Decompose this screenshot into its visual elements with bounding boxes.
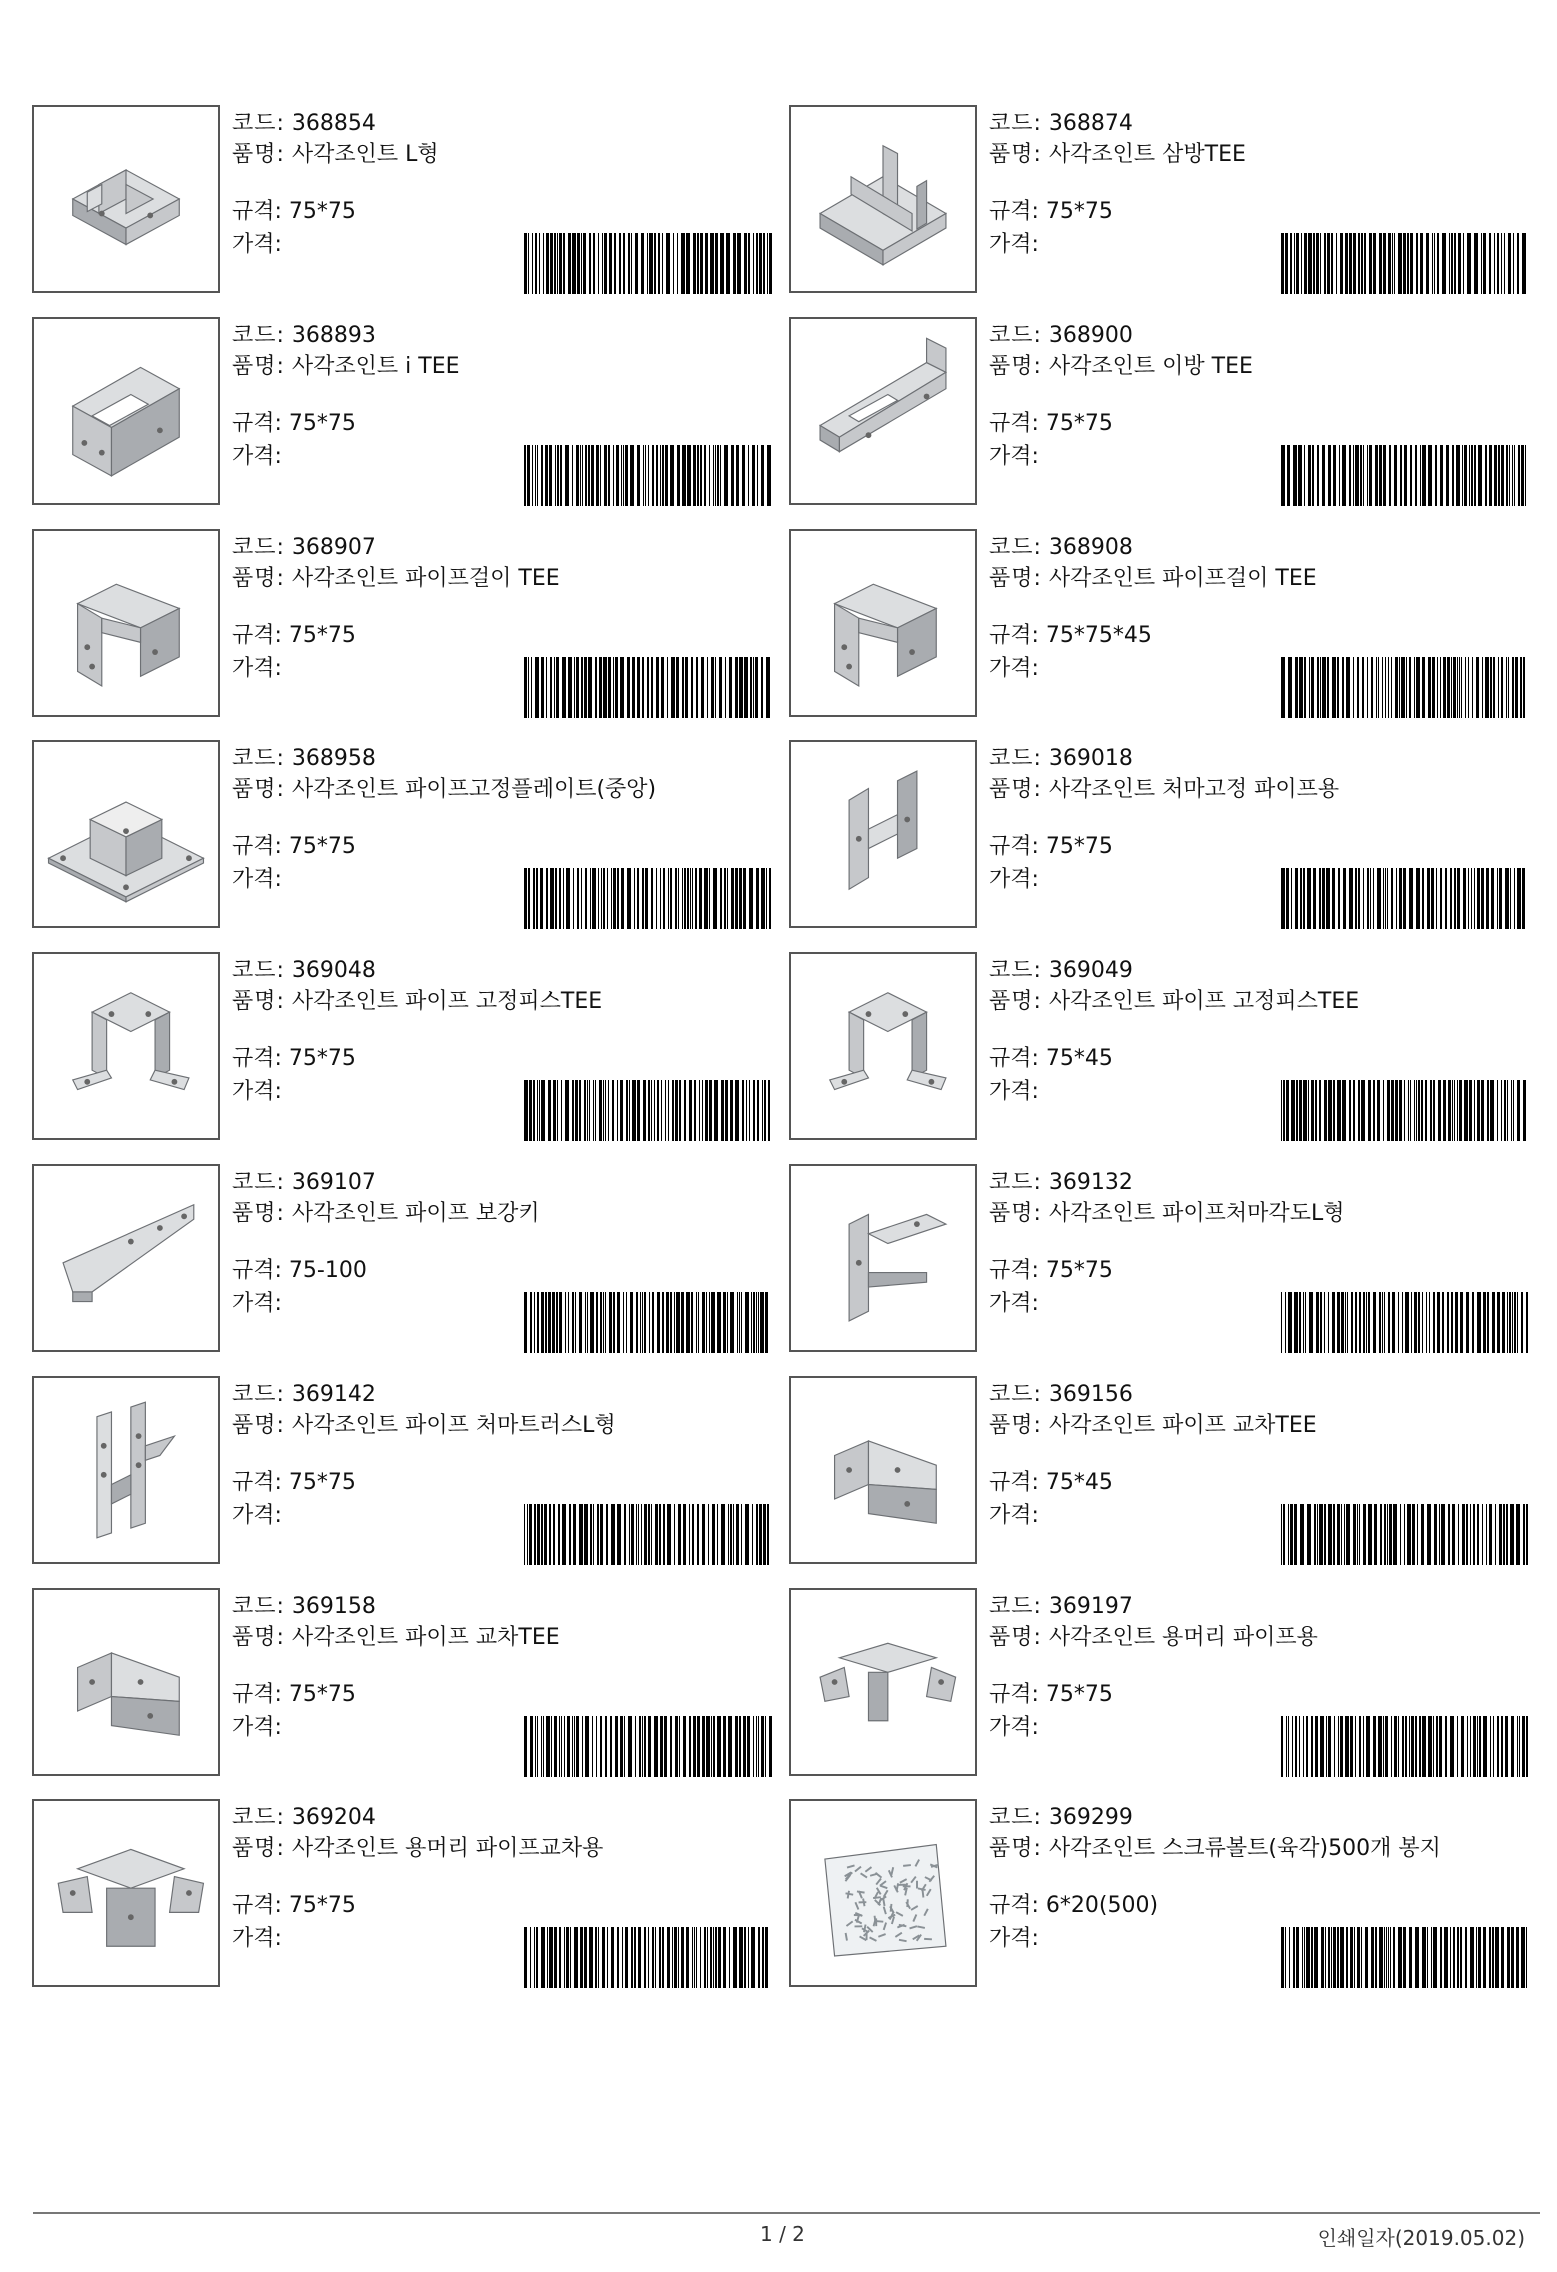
barcode	[524, 868, 774, 929]
barcode	[1281, 1504, 1531, 1565]
product-name: 사각조인트 이방 TEE	[1048, 353, 1253, 379]
product-spec: 75*75	[1045, 410, 1113, 436]
cross-tee-icon	[791, 1378, 975, 1562]
i-tee-icon	[34, 319, 218, 503]
product-spec: 6*20(500)	[1045, 1893, 1159, 1919]
product-image	[789, 1376, 977, 1564]
product-code: 369204	[291, 1805, 376, 1831]
product-image	[32, 1799, 220, 1987]
product-spec: 75-100	[288, 1257, 367, 1283]
product-code: 368893	[291, 322, 376, 348]
eave-angle-icon	[791, 1166, 975, 1350]
product-name: 사각조인트 처마고정 파이프용	[1048, 777, 1340, 803]
product-name: 사각조인트 파이프 고정피스TEE	[1048, 989, 1360, 1015]
product-card-14: 코드: 369156 품명: 사각조인트 파이프 교차TEE 규격: 75*45 가격:	[787, 1374, 1540, 1586]
product-card-18: 코드: 369299 품명: 사각조인트 스크류볼트(육각)500개 봉지 규격: 6*20(500) 가격:	[787, 1797, 1540, 2009]
product-image	[32, 1376, 220, 1564]
product-card-10: 코드: 369049 품명: 사각조인트 파이프 고정피스TEE 규격: 75*45 가격:	[787, 950, 1540, 1162]
product-code: 368874	[1048, 111, 1133, 136]
product-card-1: 코드: 368854 품명: 사각조인트 L형 규격: 75*75 가격:	[30, 103, 787, 315]
product-name: 사각조인트 L형	[291, 142, 439, 167]
product-card-6: 코드: 368908 품명: 사각조인트 파이프걸이 TEE 규격: 75*75*45 가격:	[787, 527, 1540, 739]
product-code: 368958	[291, 746, 376, 772]
reinforcement-key-icon	[34, 1166, 218, 1350]
print-date: 인쇄일자(2019.05.02)	[1317, 2226, 1525, 2250]
product-image	[789, 1164, 977, 1352]
two-way-tee-icon	[791, 319, 975, 503]
product-spec: 75*75	[288, 1893, 356, 1919]
product-name: 사각조인트 스크류볼트(육각)500개 봉지	[1048, 1836, 1441, 1862]
ridge-bracket-icon	[791, 1590, 975, 1774]
product-card-16: 코드: 369197 품명: 사각조인트 용머리 파이프용 규격: 75*75 가격:	[787, 1586, 1540, 1798]
eave-truss-icon	[34, 1378, 218, 1562]
product-card-11: 코드: 369107 품명: 사각조인트 파이프 보강키 규격: 75-100 가격:	[30, 1162, 787, 1374]
product-image	[789, 1799, 977, 1987]
screw-bag-icon	[791, 1801, 975, 1985]
product-card-7: 코드: 368958 품명: 사각조인트 파이프고정플레이트(중앙) 규격: 75*75 가격:	[30, 738, 787, 950]
product-spec: 75*75	[1045, 1257, 1113, 1283]
product-code: 369156	[1048, 1381, 1133, 1407]
barcode	[524, 1080, 774, 1141]
product-image	[789, 317, 977, 505]
barcode	[1281, 868, 1531, 929]
product-code: 369197	[1048, 1593, 1133, 1619]
product-name: 사각조인트 파이프 보강키	[291, 1200, 540, 1226]
l-joint-icon	[34, 107, 218, 291]
product-code: 369158	[291, 1593, 376, 1619]
eave-fixing-icon	[791, 742, 975, 926]
barcode	[1281, 1080, 1531, 1141]
product-spec: 75*75	[288, 1046, 356, 1072]
product-card-12: 코드: 369132 품명: 사각조인트 파이프처마각도L형 규격: 75*75 가격:	[787, 1162, 1540, 1374]
product-card-13: 코드: 369142 품명: 사각조인트 파이프 처마트러스L형 규격: 75*75 가격:	[30, 1374, 787, 1586]
product-spec: 75*75	[288, 199, 356, 224]
barcode	[524, 233, 774, 294]
product-image	[32, 740, 220, 928]
product-image	[32, 529, 220, 717]
cross-tee-icon	[34, 1590, 218, 1774]
barcode	[1281, 445, 1531, 506]
barcode	[1281, 1716, 1531, 1777]
barcode	[1281, 1292, 1531, 1353]
barcode	[1281, 233, 1531, 294]
product-image	[32, 1588, 220, 1776]
product-spec: 75*75	[288, 1469, 356, 1495]
product-card-2: 코드: 368874 품명: 사각조인트 삼방TEE 규격: 75*75 가격:	[787, 103, 1540, 315]
three-way-tee-icon	[791, 107, 975, 291]
product-name: 사각조인트 용머리 파이프용	[1048, 1624, 1318, 1650]
product-code: 368908	[1048, 534, 1133, 560]
barcode	[524, 1927, 774, 1988]
ridge-cross-icon	[34, 1801, 218, 1985]
product-spec: 75*75	[288, 834, 356, 860]
pipe-hanger-tee-icon	[791, 531, 975, 715]
product-spec: 75*75	[288, 410, 356, 436]
product-code: 368907	[291, 534, 376, 560]
product-code: 369132	[1048, 1169, 1133, 1195]
product-name: 사각조인트 용머리 파이프교차용	[291, 1836, 604, 1862]
product-code: 369048	[291, 958, 376, 984]
product-spec: 75*75	[1045, 834, 1113, 860]
product-image	[789, 529, 977, 717]
product-image	[789, 740, 977, 928]
product-name: 사각조인트 파이프처마각도L형	[1048, 1200, 1345, 1226]
u-bracket-icon	[791, 954, 975, 1138]
u-bracket-icon	[34, 954, 218, 1138]
product-catalog	[30, 103, 1540, 2009]
product-card-8: 코드: 369018 품명: 사각조인트 처마고정 파이프용 규격: 75*75 가격:	[787, 738, 1540, 950]
product-code: 368900	[1048, 322, 1133, 348]
product-name: 사각조인트 파이프 교차TEE	[1048, 1412, 1317, 1438]
product-image	[32, 952, 220, 1140]
product-spec: 75*75	[1045, 199, 1113, 224]
product-code: 369018	[1048, 746, 1133, 772]
product-code: 369049	[1048, 958, 1133, 984]
product-card-5: 코드: 368907 품명: 사각조인트 파이프걸이 TEE 규격: 75*75 가격:	[30, 527, 787, 739]
product-code: 369142	[291, 1381, 376, 1407]
product-name: 사각조인트 i TEE	[291, 353, 460, 379]
product-name: 사각조인트 파이프 고정피스TEE	[291, 989, 603, 1015]
footer-divider	[33, 2212, 1540, 2214]
product-image	[32, 105, 220, 293]
product-card-3: 코드: 368893 품명: 사각조인트 i TEE 규격: 75*75 가격:	[30, 315, 787, 527]
product-spec: 75*45	[1045, 1469, 1113, 1495]
product-name: 사각조인트 파이프 교차TEE	[291, 1624, 560, 1650]
product-name: 사각조인트 파이프걸이 TEE	[291, 565, 560, 591]
product-code: 369299	[1048, 1805, 1133, 1831]
product-image	[789, 105, 977, 293]
barcode	[524, 1292, 774, 1353]
product-code: 368854	[291, 111, 376, 136]
product-card-17: 코드: 369204 품명: 사각조인트 용머리 파이프교차용 규격: 75*75 가격:	[30, 1797, 787, 2009]
product-image	[32, 317, 220, 505]
product-name: 사각조인트 파이프걸이 TEE	[1048, 565, 1317, 591]
product-image	[789, 952, 977, 1140]
product-name: 사각조인트 삼방TEE	[1048, 142, 1246, 167]
barcode	[524, 445, 774, 506]
product-name: 사각조인트 파이프 처마트러스L형	[291, 1412, 616, 1438]
product-spec: 75*75	[288, 1681, 356, 1707]
product-name: 사각조인트 파이프고정플레이트(중앙)	[291, 777, 657, 803]
fixing-plate-icon	[34, 742, 218, 926]
product-spec: 75*75	[288, 622, 356, 648]
product-spec: 75*45	[1045, 1046, 1113, 1072]
product-image	[32, 1164, 220, 1352]
product-code: 369107	[291, 1169, 376, 1195]
product-card-9: 코드: 369048 품명: 사각조인트 파이프 고정피스TEE 규격: 75*75 가격:	[30, 950, 787, 1162]
barcode	[524, 1504, 774, 1565]
product-image	[789, 1588, 977, 1776]
product-card-4: 코드: 368900 품명: 사각조인트 이방 TEE 규격: 75*75 가격:	[787, 315, 1540, 527]
barcode	[1281, 657, 1531, 718]
product-spec: 75*75	[1045, 1681, 1113, 1707]
pipe-hanger-tee-icon	[34, 531, 218, 715]
barcode	[524, 657, 774, 718]
product-card-15: 코드: 369158 품명: 사각조인트 파이프 교차TEE 규격: 75*75 가격:	[30, 1586, 787, 1798]
product-spec: 75*75*45	[1045, 622, 1152, 648]
barcode	[1281, 1927, 1531, 1988]
barcode	[524, 1716, 774, 1777]
page-number: 1 / 2	[760, 2222, 805, 2246]
